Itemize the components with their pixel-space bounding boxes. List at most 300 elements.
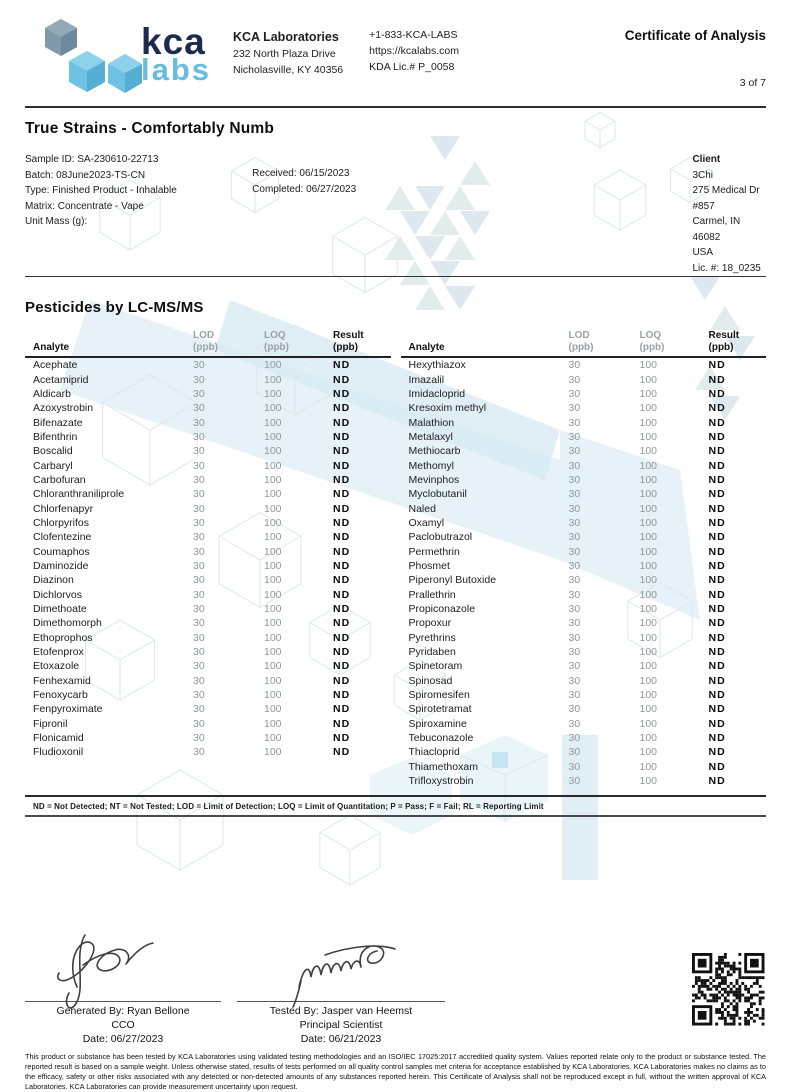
header-divider [25,106,766,108]
lod-value: 30 [568,775,581,788]
loq-value: 100 [639,545,658,558]
loq-value: 100 [264,373,282,386]
result-value: ND [708,488,726,501]
loq-value: 100 [639,646,658,659]
result-value: ND [333,631,351,644]
logo-wordmark [141,21,212,88]
lod-value: 30 [193,689,205,702]
loq-value: 100 [639,574,658,587]
loq-value: 100 [639,373,658,386]
sample-info-row [25,152,766,276]
loq-value: 100 [639,689,658,702]
lod-value: 30 [568,473,581,486]
lod-value: 30 [193,373,205,386]
analyte-name: Mevinphos [408,473,460,486]
lod-value: 30 [568,617,581,630]
analyte-name: Propiconazole [408,603,476,616]
loq-value: 100 [264,689,282,702]
legal-disclaimer: This product or substance has been tested by KCA Laboratories using validated testing methodologies and an ISO/IEC 17025:2017 accredited quality system. Values reported relate only to the product or substance tested. The reported result is based on a sample weight. Unless otherwise stated, results of tests performed on all quality control samples met criteria for acceptance established by KCA Laboratories. KCA Laboratories makes no claims as to the efficacy, safety or other risks associated with any detected or non-detected amounts of any substances reported herein. This Certificate of Analysis shall not be reproduced except in full, without the written approval of KCA Laboratories. KCA Laboratories can provide measurement uncertainty upon request. [25,1052,766,1092]
lod-value: 30 [193,545,205,558]
lab-address-line2: Nicholasville, KY 40356 [233,63,344,76]
loq-value: 100 [639,402,658,415]
tested-signature-icon [237,945,445,1001]
tested-by-title: Principal Scientist [299,1018,383,1031]
lod-value: 30 [568,402,581,415]
lod-value: 30 [193,588,205,601]
lod-value: 30 [568,746,581,759]
logo-cubes-icon [25,14,137,96]
lod-value: 30 [193,488,205,501]
loq-value: 100 [639,531,658,544]
result-value: ND [708,459,726,472]
col-analyte: Analyte [408,341,445,353]
analyte-name: Acephate [33,359,78,372]
analyte-name: Ethoprophos [33,631,93,644]
result-value: ND [333,545,351,558]
lod-value: 30 [568,516,581,529]
sample-section-divider [25,276,766,277]
analyte-name: Propoxur [408,617,452,630]
table-rows-right [401,358,767,788]
loq-value: 100 [639,631,658,644]
loq-value: 100 [264,588,282,601]
result-value: ND [708,402,726,415]
analyte-name: Spiroxamine [408,717,467,730]
analyte-name: Methomyl [408,459,455,472]
analyte-name: Fenhexamid [33,674,91,687]
result-value: ND [333,359,351,372]
lab-contact-block [369,28,459,78]
generated-by-title: CCO [111,1018,135,1031]
analyte-name: Imazalil [408,373,445,386]
result-value: ND [333,445,351,458]
analyte-name: Bifenthrin [33,430,78,443]
sample-detail-line: Batch: 08June2023-TS-CN [25,169,146,181]
loq-value: 100 [264,387,282,400]
analyte-name: Flonicamid [33,732,84,745]
result-value: ND [708,430,726,443]
col-analyte: Analyte [33,341,70,353]
lab-address-block [233,28,343,78]
loq-value: 100 [264,674,282,687]
lod-value: 30 [193,674,205,687]
result-value: ND [333,387,351,400]
sample-detail-line: Type: Finished Product - Inhalable [25,185,177,196]
loq-value: 100 [264,531,282,544]
lod-value: 30 [568,559,581,572]
lod-value: 30 [193,473,205,486]
loq-value: 100 [264,746,282,759]
tested-by-block [237,945,445,1046]
result-value: ND [333,459,351,472]
client-line: USA [692,247,714,258]
analyte-name: Fipronil [33,717,68,730]
loq-value: 100 [264,660,282,673]
analyte-name: Naled [408,502,436,515]
result-value: ND [333,732,351,745]
lod-value: 30 [568,646,581,659]
result-value: ND [708,689,726,702]
analyte-name: Fenoxycarb [33,689,88,702]
result-value: ND [708,760,726,773]
analyte-name: Etoxazole [33,660,80,673]
lod-value: 30 [568,603,581,616]
table-rows-left [25,358,391,760]
result-value: ND [708,617,726,630]
lod-value: 30 [568,531,581,544]
loq-value: 100 [264,545,282,558]
lod-value: 30 [193,531,205,544]
loq-value: 100 [639,703,658,716]
loq-value: 100 [639,760,658,773]
col-lod: LOD (ppb) [568,330,594,353]
analyte-name: Oxamyl [408,516,445,529]
analyte-name: Acetamiprid [33,373,89,386]
loq-value: 100 [639,588,658,601]
result-value: ND [333,617,351,630]
loq-value: 100 [264,574,282,587]
loq-value: 100 [639,416,658,429]
result-value: ND [708,516,726,529]
analyte-name: Kresoxim methyl [408,402,487,415]
loq-value: 100 [264,703,282,716]
analyte-name: Dimethomorph [33,617,102,630]
loq-value: 100 [264,445,282,458]
loq-value: 100 [264,459,282,472]
lod-value: 30 [193,631,205,644]
client-line: Carmel, IN 46082 [692,216,741,243]
whitespace-spacer [25,817,766,945]
analyte-name: Methiocarb [408,445,461,458]
analyte-name: Paclobutrazol [408,531,473,544]
analyte-name: Spinetoram [408,660,463,673]
lod-value: 30 [193,703,205,716]
result-value: ND [708,674,726,687]
logo-text-kca: kca [141,21,206,63]
loq-value: 100 [639,459,658,472]
analyte-name: Bifenazate [33,416,83,429]
analyte-name: Spinosad [408,674,453,687]
result-value: ND [708,545,726,558]
loq-value: 100 [639,473,658,486]
loq-value: 100 [639,430,658,443]
lod-value: 30 [193,445,205,458]
lod-value: 30 [193,502,205,515]
col-result: Result (ppb) [333,330,364,353]
lod-value: 30 [568,488,581,501]
loq-value: 100 [264,402,282,415]
lod-value: 30 [193,387,205,400]
sample-detail-line: Sample ID: SA-230610-22713 [25,154,159,165]
loq-value: 100 [264,603,282,616]
analyte-name: Etofenprox [33,646,84,659]
result-value: ND [333,574,351,587]
qr-code [692,953,765,1031]
result-value: ND [333,746,351,759]
lod-value: 30 [568,387,581,400]
result-value: ND [708,559,726,572]
result-value: ND [333,603,351,616]
table-header-left [25,330,391,358]
loq-value: 100 [264,646,282,659]
result-value: ND [708,717,726,730]
lod-value: 30 [568,459,581,472]
loq-value: 100 [639,559,658,572]
result-value: ND [333,416,351,429]
lab-address-line1: 232 North Plaza Drive [233,47,336,60]
analyte-name: Pyridaben [408,646,456,659]
loq-value: 100 [264,617,282,630]
result-value: ND [333,402,351,415]
loq-value: 100 [264,631,282,644]
lod-value: 30 [568,588,581,601]
loq-value: 100 [639,660,658,673]
result-value: ND [708,703,726,716]
lab-kda-license: KDA Lic.# P_0058 [369,60,455,73]
analyte-name: Permethrin [408,545,460,558]
analyte-name: Dimethoate [33,603,87,616]
analyte-name: Carbofuran [33,473,86,486]
loq-value: 100 [264,488,282,501]
loq-value: 100 [264,502,282,515]
page-header [25,0,766,96]
kca-labs-logo [25,14,233,96]
lod-value: 30 [193,430,205,443]
pesticides-table-right [401,330,767,788]
sample-detail-line: Matrix: Concentrate - Vape [25,200,144,212]
col-loq: LOQ (ppb) [639,330,665,353]
result-value: ND [708,574,726,587]
analyte-name: Diazinon [33,574,74,587]
lod-value: 30 [568,359,581,372]
lod-value: 30 [193,717,205,730]
sample-detail-line: Unit Mass (g): [25,216,88,227]
analyte-name: Hexythiazox [408,359,466,372]
result-value: ND [333,473,351,486]
lod-value: 30 [568,631,581,644]
result-value: ND [708,445,726,458]
abbreviation-legend: ND = Not Detected; NT = Not Tested; LOD = Limit of Detection; LOQ = Limit of Quantitation; P = Pass; F = Fail; RL = Reporting Limit [25,795,766,817]
result-value: ND [708,502,726,515]
lod-value: 30 [568,445,581,458]
lod-value: 30 [193,617,205,630]
result-value: ND [333,430,351,443]
received-date: Received: 06/15/2023 [252,168,350,179]
sample-details [25,152,252,276]
lod-value: 30 [568,717,581,730]
loq-value: 100 [639,603,658,616]
result-value: ND [708,387,726,400]
tested-by-date: Date: 06/21/2023 [300,1032,382,1045]
analyte-name: Thiacloprid [408,746,460,759]
result-value: ND [708,660,726,673]
lod-value: 30 [193,646,205,659]
col-loq: LOQ (ppb) [264,330,289,353]
col-result: Result (ppb) [708,330,740,353]
analyte-name: Fenpyroximate [33,703,103,716]
table-header-right [401,330,767,358]
lod-value: 30 [568,689,581,702]
result-value: ND [708,531,726,544]
result-value: ND [708,588,726,601]
loq-value: 100 [264,473,282,486]
lod-value: 30 [568,373,581,386]
analyte-name: Spiromesifen [408,689,470,702]
result-value: ND [708,732,726,745]
generated-signature-icon [25,945,221,1001]
result-value: ND [708,775,726,788]
client-heading: Client [692,154,721,165]
client-block [692,152,766,276]
analyte-name: Chloranthraniliprole [33,488,125,501]
certificate-title-block [625,28,766,89]
lod-value: 30 [568,760,581,773]
analyte-name: Daminozide [33,559,89,572]
client-line: Lic. #: 18_0235 [692,262,761,274]
pesticides-table-left [25,330,391,788]
lod-value: 30 [568,502,581,515]
client-line: 275 Medical Dr #857 [692,185,760,212]
lod-value: 30 [193,516,205,529]
result-value: ND [333,516,351,529]
lod-value: 30 [193,359,205,372]
result-value: ND [708,631,726,644]
lod-value: 30 [193,402,205,415]
completed-date: Completed: 06/27/2023 [252,183,357,195]
result-value: ND [708,373,726,386]
result-value: ND [333,502,351,515]
loq-value: 100 [639,445,658,458]
lod-value: 30 [568,430,581,443]
client-lines [692,168,766,277]
result-value: ND [333,488,351,501]
analyte-name: Metalaxyl [408,430,453,443]
analyte-name: Boscalid [33,445,73,458]
lod-value: 30 [568,732,581,745]
lab-name: KCA Laboratories [233,30,339,44]
analyte-name: Imidacloprid [408,387,466,400]
loq-value: 100 [639,359,658,372]
lod-value: 30 [568,660,581,673]
analyte-name: Tebuconazole [408,732,474,745]
lab-contact-info [233,28,459,78]
analyte-name: Aldicarb [33,387,71,400]
product-title: True Strains - Comfortably Numb [25,120,275,137]
lod-value: 30 [568,416,581,429]
loq-value: 100 [639,488,658,501]
result-value: ND [333,373,351,386]
sample-dates [252,152,447,276]
analyte-name: Spirotetramat [408,703,472,716]
analyte-name: Dichlorvos [33,588,83,601]
section-title: Pesticides by LC-MS/MS [25,299,204,316]
result-value: ND [708,646,726,659]
lab-phone: +1-833-KCA-LABS [369,29,458,41]
generated-by-block [25,945,221,1046]
result-value: ND [708,473,726,486]
analyte-name: Chlorpyrifos [33,516,90,529]
loq-value: 100 [639,502,658,515]
analyte-name: Thiamethoxam [408,760,478,773]
lod-value: 30 [568,574,581,587]
result-value: ND [333,689,351,702]
loq-value: 100 [264,559,282,572]
loq-value: 100 [639,717,658,730]
document-type-title: Certificate of Analysis [624,28,766,43]
loq-value: 100 [639,732,658,745]
lod-value: 30 [568,674,581,687]
lab-website: https://kcalabs.com [369,44,459,57]
analyte-name: Azoxystrobin [33,402,94,415]
logo-text-labs: labs [141,52,212,88]
result-value: ND [708,603,726,616]
analyte-name: Malathion [408,416,455,429]
result-value: ND [708,746,726,759]
analyte-name: Trifloxystrobin [408,775,474,788]
loq-value: 100 [639,617,658,630]
analyte-name: Coumaphos [33,545,90,558]
loq-value: 100 [264,717,282,730]
result-value: ND [333,717,351,730]
loq-value: 100 [264,359,282,372]
result-value: ND [708,416,726,429]
generated-by-name: Generated By: Ryan Bellone [56,1005,190,1018]
analyte-name: Fludioxonil [33,746,84,759]
lod-value: 30 [568,703,581,716]
signatures-row [25,945,766,1046]
result-value: ND [333,660,351,673]
client-line: 3Chi [692,169,714,181]
page-number: 3 of 7 [739,77,766,89]
analyte-name: Phosmet [408,559,450,572]
loq-value: 100 [264,416,282,429]
lod-value: 30 [193,559,205,572]
analyte-name: Myclobutanil [408,488,467,501]
loq-value: 100 [639,746,658,759]
result-value: ND [333,674,351,687]
lod-value: 30 [193,746,205,759]
loq-value: 100 [264,516,282,529]
result-value: ND [333,588,351,601]
lod-value: 30 [193,416,205,429]
result-value: ND [333,531,351,544]
generated-by-date: Date: 06/27/2023 [82,1032,164,1045]
analyte-name: Pyrethrins [408,631,456,644]
col-lod: LOD (ppb) [193,330,218,353]
analyte-name: Prallethrin [408,588,456,601]
lod-value: 30 [193,660,205,673]
lod-value: 30 [193,732,205,745]
analyte-name: Carbaryl [33,459,73,472]
loq-value: 100 [639,387,658,400]
analyte-name: Piperonyl Butoxide [408,574,497,587]
loq-value: 100 [264,430,282,443]
result-value: ND [708,359,726,372]
result-value: ND [333,646,351,659]
result-value: ND [333,559,351,572]
lod-value: 30 [193,459,205,472]
pesticides-tables [25,330,766,788]
result-value: ND [333,703,351,716]
loq-value: 100 [264,732,282,745]
analyte-name: Clofentezine [33,531,92,544]
lod-value: 30 [568,545,581,558]
loq-value: 100 [639,516,658,529]
tested-by-name: Tested By: Jasper van Heemst [269,1005,413,1018]
loq-value: 100 [639,674,658,687]
analyte-name: Chlorfenapyr [33,502,94,515]
lod-value: 30 [193,603,205,616]
